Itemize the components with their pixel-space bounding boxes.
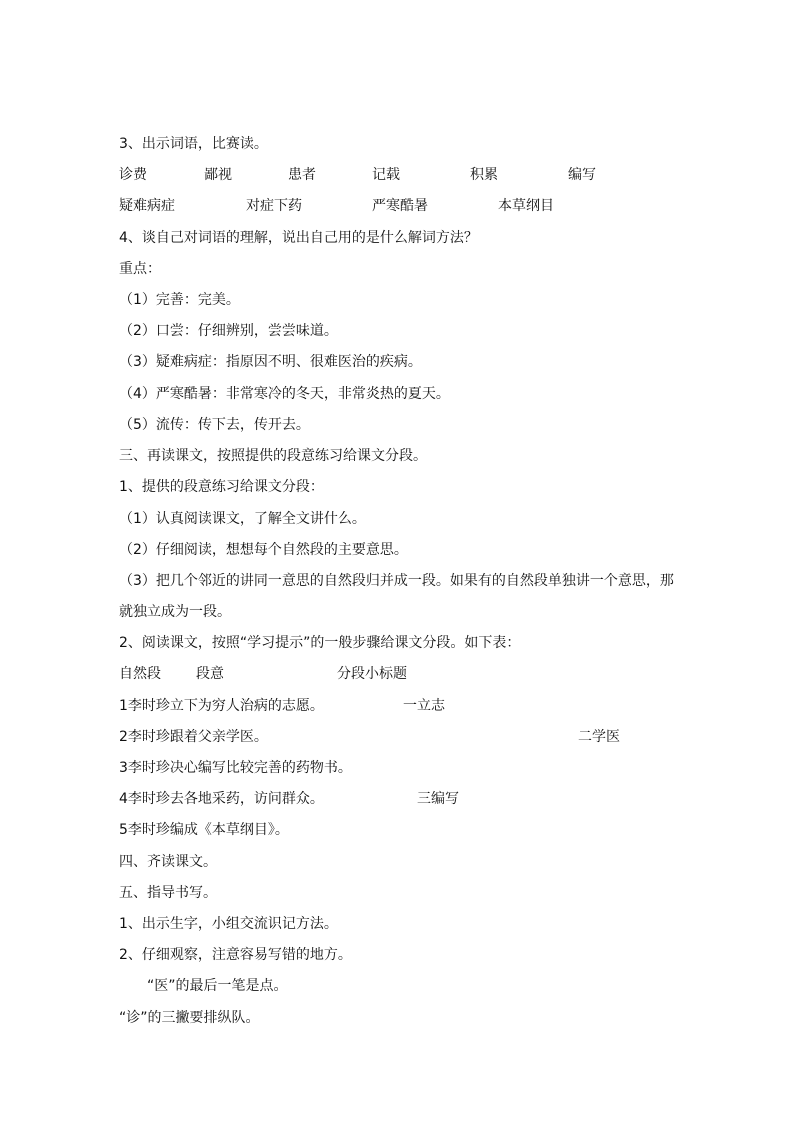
section-3-heading: 三、再读课文，按照提供的段意练习给课文分段。 xyxy=(119,448,427,464)
table-row-title: 一立志 xyxy=(403,698,445,714)
table-row-text: 1李时珍立下为穷人治病的志愿。 xyxy=(119,698,324,714)
paragraph: 1、出示生字，小组交流识记方法。 xyxy=(119,916,338,932)
step-3-heading: 3、出示词语，比赛读。 xyxy=(119,136,268,152)
writing-note: “诊”的三撇要排纵队。 xyxy=(119,1010,260,1026)
table-row-text: 2李时珍跟着父亲学医。 xyxy=(119,729,268,745)
word-item: 记载 xyxy=(372,167,400,183)
key-points-label: 重点： xyxy=(119,261,161,277)
word-item: 编写 xyxy=(568,167,596,183)
table-header-cell: 自然段 xyxy=(119,666,161,682)
definition-item: （2）口尝：仔细辨别，尝尝味道。 xyxy=(119,323,338,339)
paragraph: 2、仔细观察，注意容易写错的地方。 xyxy=(119,947,352,963)
paragraph: （1）认真阅读课文，了解全文讲什么。 xyxy=(119,511,366,527)
word-item: 患者 xyxy=(288,167,316,183)
paragraph: 2、阅读课文，按照“学习提示”的一般步骤给课文分段。如下表： xyxy=(119,635,521,651)
definition-item: （5）流传：传下去，传开去。 xyxy=(119,417,310,433)
table-row-text: 3李时珍决心编写比较完善的药物书。 xyxy=(119,760,352,776)
table-row-title: 二学医 xyxy=(578,729,620,745)
paragraph: （2）仔细阅读，想想每个自然段的主要意思。 xyxy=(119,542,408,558)
word-item: 诊费 xyxy=(119,167,147,183)
paragraph: 就独立成为一段。 xyxy=(119,604,231,620)
table-row-text: 4李时珍去各地采药，访问群众。 xyxy=(119,791,324,807)
section-4-heading: 四、齐读课文。 xyxy=(119,854,217,870)
word-item: 疑难病症 xyxy=(119,198,175,214)
word-item: 严寒酷暑 xyxy=(372,198,428,214)
paragraph: （3）把几个邻近的讲同一意思的自然段归并成一段。如果有的自然段单独讲一个意思，那 xyxy=(119,573,674,589)
word-item: 本草纲目 xyxy=(498,198,554,214)
table-row-text: 5李时珍编成《本草纲目》。 xyxy=(119,822,289,838)
definition-item: （3）疑难病症：指原因不明、很难医治的疾病。 xyxy=(119,354,422,370)
table-row-title: 三编写 xyxy=(417,791,459,807)
word-item: 积累 xyxy=(470,167,498,183)
table-header-cell: 分段小标题 xyxy=(337,666,407,682)
definition-item: （1）完善：完美。 xyxy=(119,292,240,308)
word-item: 对症下药 xyxy=(246,198,302,214)
step-4-heading: 4、谈自己对词语的理解，说出自己用的是什么解词方法？ xyxy=(119,230,478,246)
section-5-heading: 五、指导书写。 xyxy=(119,885,217,901)
writing-note: “医”的最后一笔是点。 xyxy=(147,978,288,994)
word-item: 鄙视 xyxy=(204,167,232,183)
table-header-cell: 段意 xyxy=(196,666,224,682)
definition-item: （4）严寒酷暑：非常寒冷的冬天，非常炎热的夏天。 xyxy=(119,386,450,402)
paragraph: 1、提供的段意练习给课文分段： xyxy=(119,479,324,495)
